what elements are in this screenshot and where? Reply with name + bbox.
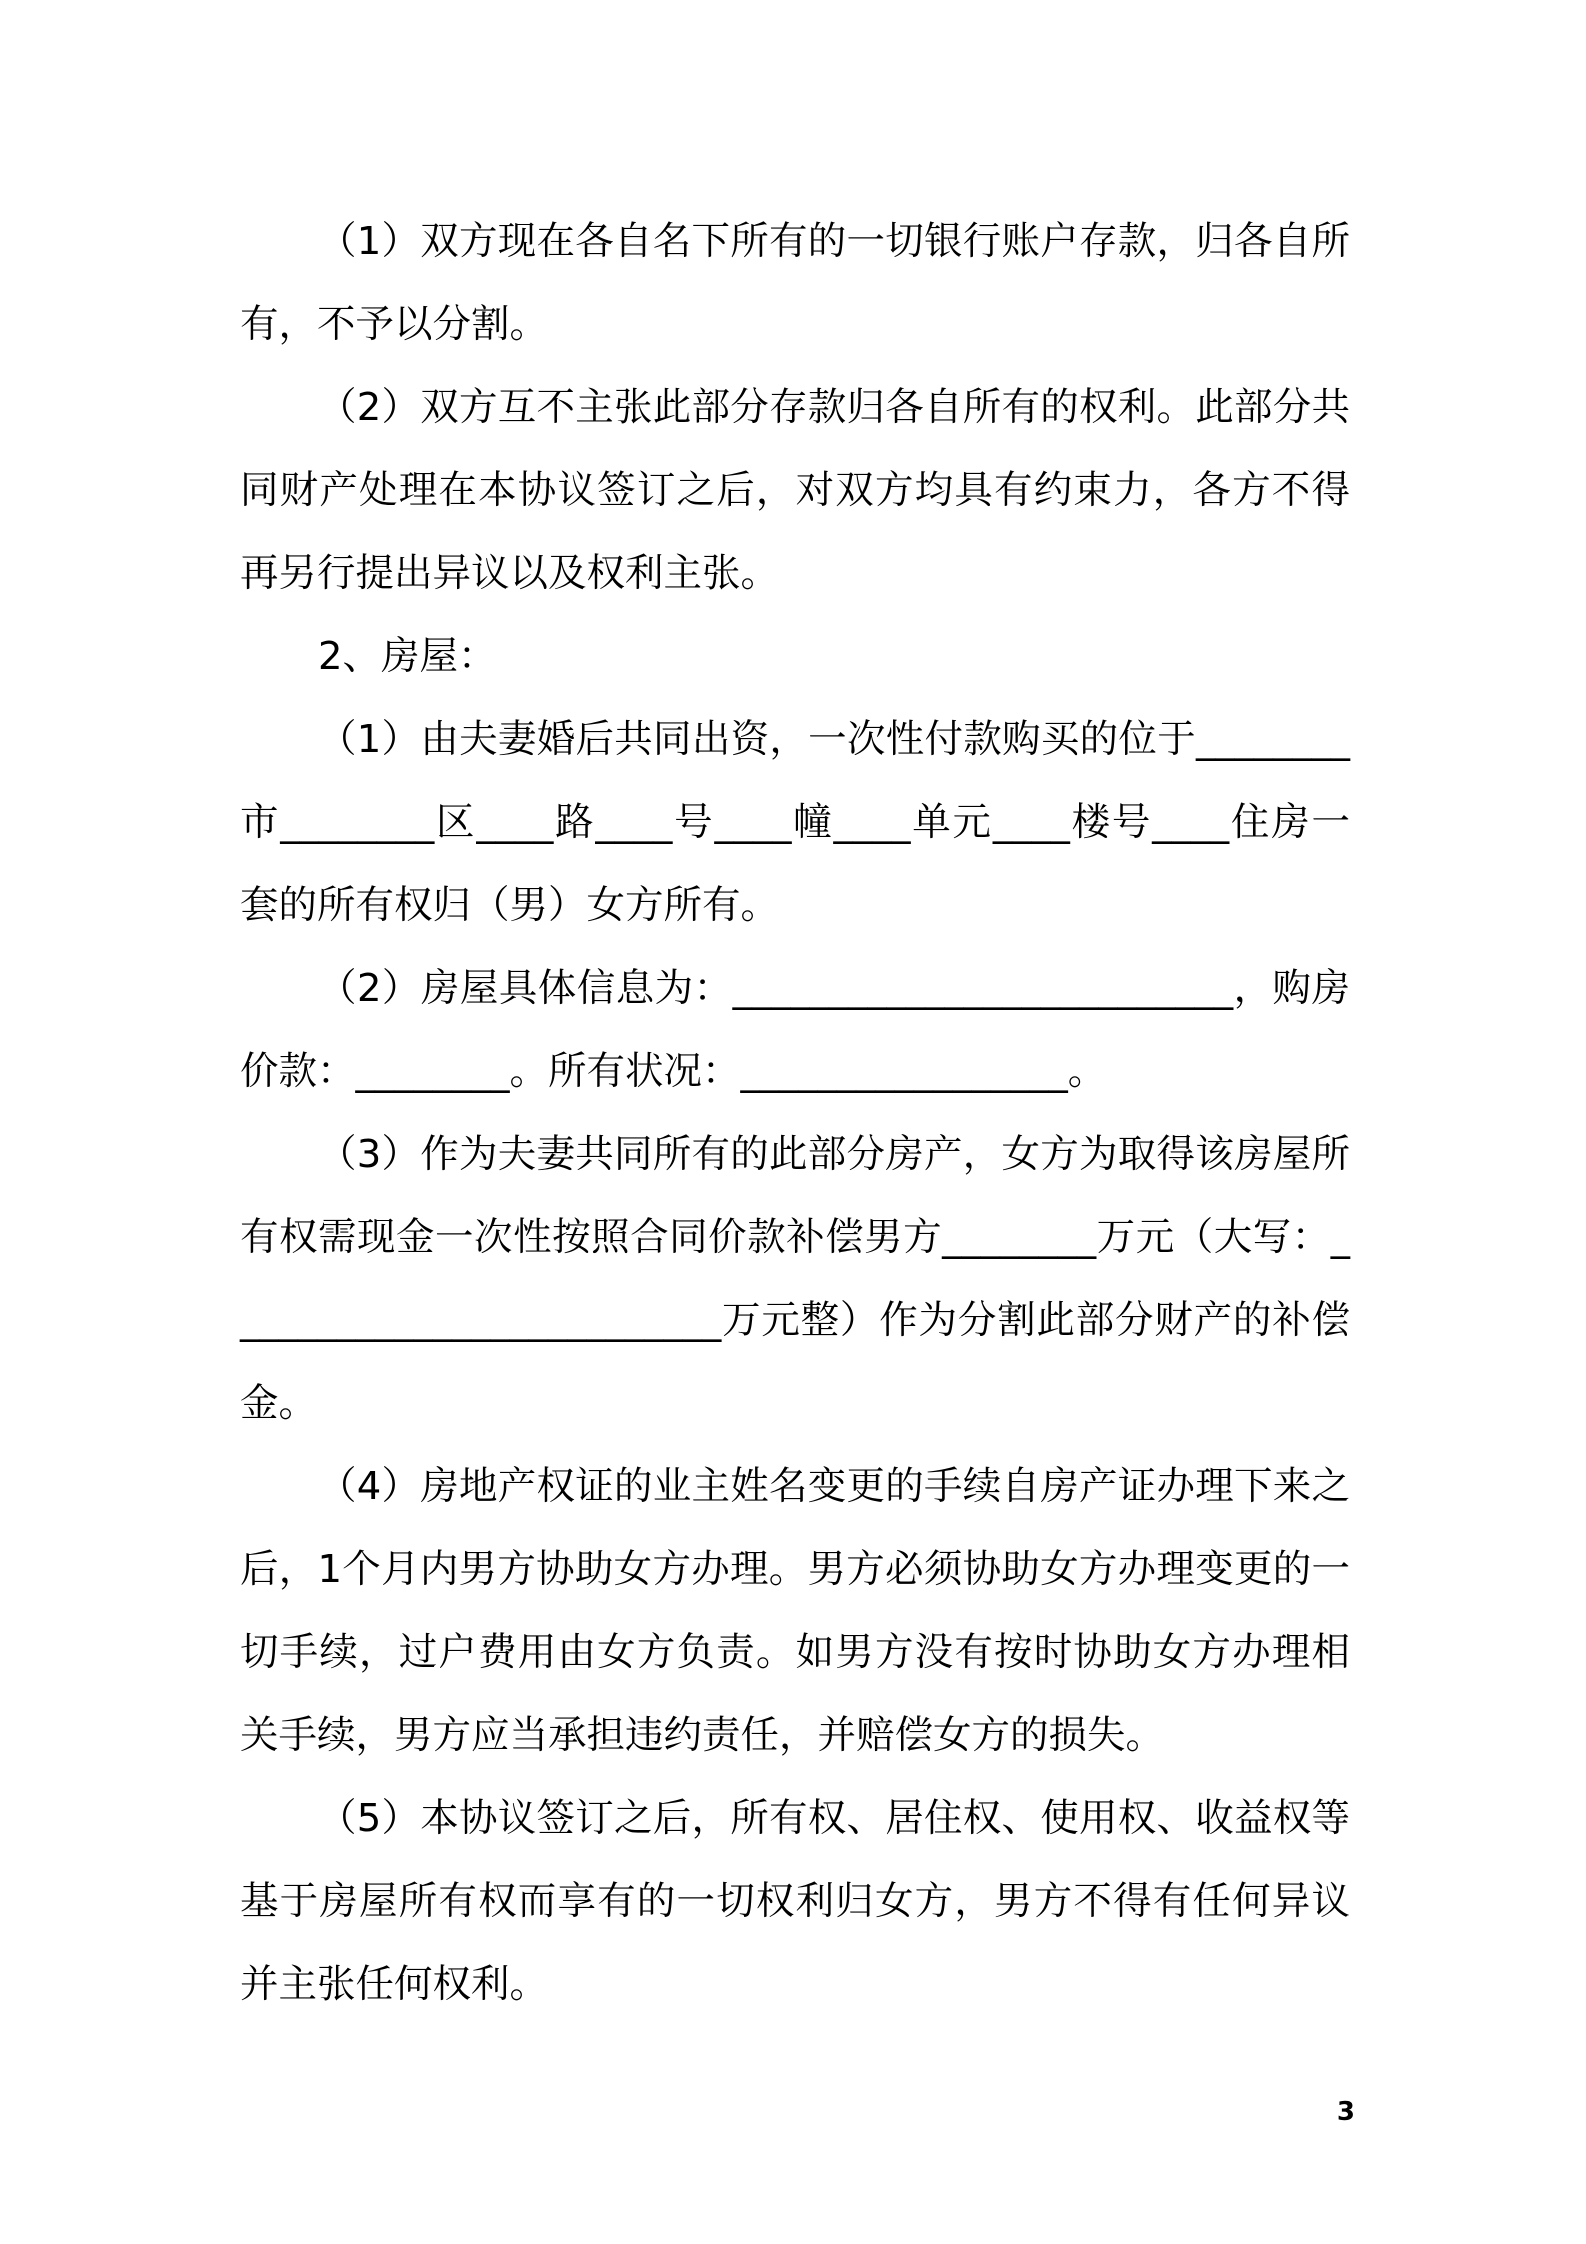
section-heading-house: 2、房屋： bbox=[318, 634, 497, 679]
page-number: 3 bbox=[1336, 2097, 1355, 2127]
paragraph-compensation: （3）作为夫妻共同所有的此部分房产，女方为取得该房屋所有权需现金一次性按照合同价款补偿男方________万元（大写：__________________________万元整）作为分割此部分财产的补偿金。 bbox=[240, 1132, 1350, 1426]
paragraph-house-ownership: （1）由夫妻婚后共同出资，一次性付款购买的位于________市________区____路____号____幢____单元____楼号____住房一套的所有权归（男）女方所有。 bbox=[240, 717, 1350, 928]
paragraph-house-info: （2）房屋具体信息为：__________________________，购房价款：________。所有状况：_________________。 bbox=[240, 966, 1350, 1094]
paragraph-deposit-rights: （2）双方互不主张此部分存款归各自所有的权利。此部分共同财产处理在本协议签订之后，对双方均具有约束力，各方不得再另行提出异议以及权利主张。 bbox=[240, 385, 1350, 596]
paragraph-rights-after-signing: （5）本协议签订之后，所有权、居住权、使用权、收益权等基于房屋所有权而享有的一切权利归女方，男方不得有任何异议并主张任何权利。 bbox=[240, 1796, 1350, 2007]
paragraph-title-transfer: （4）房地产权证的业主姓名变更的手续自房产证办理下来之后，1个月内男方协助女方办理。男方必须协助女方办理变更的一切手续，过户费用由女方负责。如男方没有按时协助女方办理相关手续，男方应当承担违约责任，并赔偿女方的损失。 bbox=[240, 1464, 1350, 1758]
document-body bbox=[240, 200, 1350, 2026]
paragraph-bank-deposits: （1）双方现在各自名下所有的一切银行账户存款，归各自所有，不予以分割。 bbox=[240, 219, 1350, 347]
